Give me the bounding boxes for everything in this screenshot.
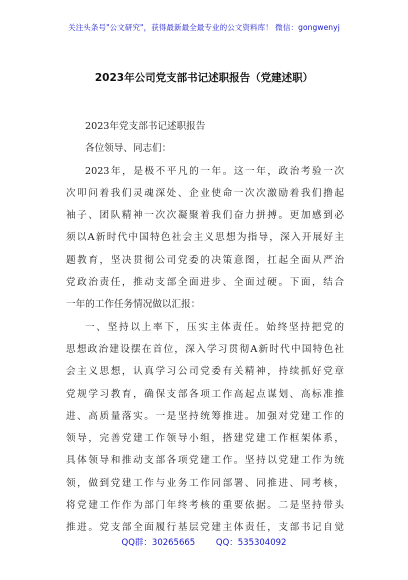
paragraph-line: 2023年，是极不平凡的一年。这一年，政治考验一次 bbox=[85, 165, 344, 177]
paragraph-line: 次叩问着我们灵魂深处、企业使命一次次激励着我们撸起 bbox=[66, 187, 344, 199]
promo-banner[interactable]: 关注头条号"公文研究"，获得最新最全最专业的公文资料库！ 微信：gongwenyj bbox=[68, 23, 340, 32]
paragraph-line: 将党建工作作为部门年终考核的重要依据。二是坚持带头 bbox=[66, 500, 344, 512]
paragraph-line: 袖子、团队精神一次次凝聚着我们奋力拼搏。更加感到必 bbox=[66, 210, 344, 222]
paragraph-line: 具体领导和推动支部各项党建工作。坚持以党建工作为统 bbox=[66, 455, 344, 467]
qq-group-link[interactable]: QQ群：30265665 bbox=[121, 538, 196, 548]
document-title: 2023年公司党支部书记述职报告（党建述职） bbox=[94, 72, 314, 84]
paragraph-line: 推进。党支部全面履行基层党建主体责任，支部书记自觉 bbox=[66, 522, 344, 534]
contact-footer bbox=[0, 536, 408, 548]
paragraph-line: 思想政治建设摆在首位，深入学习贯彻A新时代中国特色社 bbox=[66, 343, 344, 355]
paragraph-line: 进、高质量落实。一是坚持统筹推进。加强对党建工作的 bbox=[66, 410, 344, 422]
report-subtitle: 2023年党支部书记述职报告 bbox=[85, 121, 206, 132]
paragraph-line: 须以A新时代中国特色社会主义思想为指导，深入开展好主 bbox=[66, 232, 344, 244]
paragraph-line: 党政治责任，推动支部全面进步、全面过硬。下面，结合 bbox=[66, 277, 344, 289]
paragraph-line: 党规学习教育，确保支部各项工作高起点谋划、高标准推 bbox=[66, 388, 344, 400]
paragraph-line: 会主义思想，认真学习公司党委有关精神，持续抓好党章 bbox=[66, 366, 344, 378]
qq-contact-link[interactable]: QQ：535304092 bbox=[215, 538, 287, 548]
paragraph-line: 领导，完善党建工作领导小组，搭建党建工作框架体系， bbox=[66, 433, 344, 445]
paragraph-line: 题教育，坚决贯彻公司党委的决策意图，扛起全面从严治 bbox=[66, 254, 344, 266]
paragraph-line: 一年的工作任务情况做以汇报： bbox=[66, 299, 201, 311]
paragraph-line: 一、坚持以上率下，压实主体责任。始终坚持把党的 bbox=[85, 321, 344, 333]
salutation: 各位领导、同志们： bbox=[85, 143, 172, 155]
document-body bbox=[66, 116, 344, 540]
paragraph-line: 领，做到党建工作与业务工作同部署、同推进、同考核， bbox=[66, 477, 344, 489]
